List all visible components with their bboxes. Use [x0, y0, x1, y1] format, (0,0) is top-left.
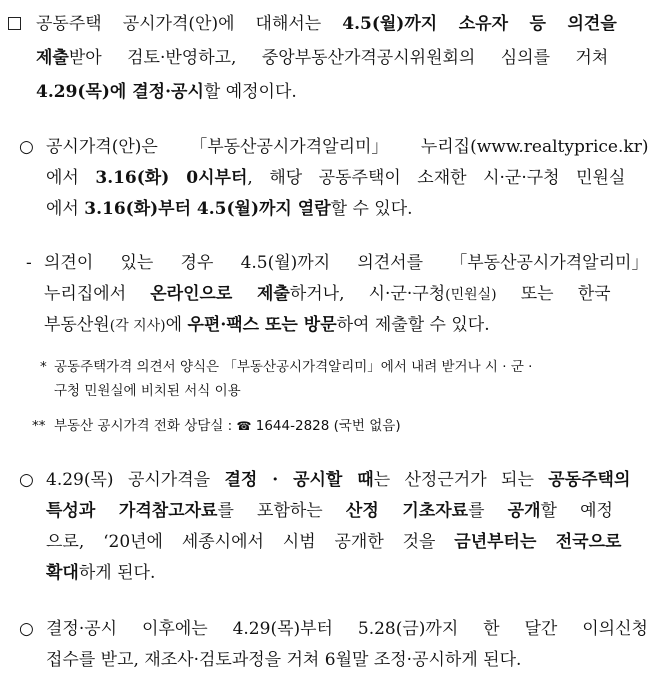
p3-line1: 의견이 있는 경우 4.5(월)까지 의견서를 「부동산공시가격알리미」	[44, 253, 649, 273]
text-span: 할 예정	[540, 501, 613, 521]
text-span: 를	[468, 501, 508, 521]
p3-line3	[44, 313, 490, 337]
bold-span: 온라인으로 제출	[150, 284, 290, 304]
p2-line1: 공시가격(안)은 「부동산공시가격알리미」 누리집(www.realtyprice.kr)	[46, 137, 649, 157]
text-span: 에서	[46, 168, 96, 188]
phone-icon: ☎	[236, 419, 252, 433]
text-span: 부동산원	[44, 315, 110, 335]
note1-marker: *	[40, 359, 47, 375]
p4-line2	[46, 499, 648, 523]
text-span: , 해당 공동주택이 소재한 시·군·구청 민원실	[247, 168, 626, 188]
bold-span: 3.16(화) 0시부터	[95, 168, 248, 188]
text-span: 할 수 있다.	[330, 199, 413, 219]
p1-line1	[36, 12, 648, 36]
p5-line2: 접수를 받고, 재조사·검토과정을 거쳐 6월말 조정·공시하게 된다.	[46, 650, 522, 670]
p2-line2	[46, 166, 648, 190]
text-span: 부동산 공시가격 전화 상담실 :	[54, 418, 237, 434]
bold-span: 공개	[507, 501, 541, 521]
text-span: 하게 된다.	[78, 563, 156, 583]
bold-span: 4.5(월)까지 소유자 등 의견을	[342, 14, 617, 34]
p1-line2	[36, 46, 648, 70]
text-span: 하여 제출할 수 있다.	[336, 315, 490, 335]
text-span: 할 예정이다.	[203, 82, 297, 102]
circle-bullet: ○	[19, 470, 34, 490]
bold-span: 결정 · 공시할 때	[224, 470, 374, 490]
text-span: 으로, ‘20년에 세종시에서 시범 공개한 것을	[46, 532, 455, 552]
text-span: 누리집에서	[44, 284, 151, 304]
text-span: 는 산정근거가 되는	[373, 470, 549, 490]
text-span: 하거나, 시·군·구청	[289, 284, 446, 304]
text-span: 4.29(목) 공시가격을	[46, 470, 225, 490]
bold-span: 금년부터는 전국으로	[454, 532, 622, 552]
note1-line2: 구청 민원실에 비치된 서식 이용	[54, 383, 241, 399]
circle-bullet: ○	[19, 137, 34, 157]
text-span: 에서	[46, 199, 85, 219]
bold-span: 공동주택의	[548, 470, 631, 490]
bold-span: 4.29(목)에 결정·공시	[36, 82, 204, 102]
bold-span: 제출	[36, 48, 69, 68]
bold-span: 우편·팩스 또는 방문	[187, 315, 337, 335]
p1-line3	[36, 80, 297, 104]
p2-line3	[46, 197, 413, 221]
checkbox-square-icon	[8, 17, 21, 30]
p4-line4	[46, 561, 155, 585]
dash-bullet: -	[26, 253, 32, 273]
bold-span: 특성과 가격참고자료	[46, 501, 218, 521]
note2-marker: **	[32, 418, 46, 434]
p4-line1	[46, 468, 648, 492]
note1-line1: 공동주택가격 의견서 양식은 「부동산공시가격알리미」에서 내려 받거나 시 · 군 ·	[54, 359, 533, 375]
circle-bullet: ○	[19, 619, 34, 639]
p5-line1: 결정·공시 이후에는 4.29(목)부터 5.28(금)까지 한 달간 이의신청	[46, 619, 648, 639]
p3-line2	[44, 282, 648, 306]
small-span: (민원실)	[445, 287, 497, 303]
text-span: 를 포함하는	[217, 501, 346, 521]
bold-span: 확대	[46, 563, 79, 583]
p4-line3	[46, 530, 648, 554]
phone-number: 1644-2828 (국번 없음)	[255, 418, 401, 434]
text-span: 공동주택 공시가격(안)에 대해서는	[36, 14, 343, 34]
bold-span: 3.16(화)부터 4.5(월)까지 열람	[84, 199, 331, 219]
text-span: 또는 한국	[496, 284, 611, 304]
text-span: 에	[165, 315, 188, 335]
bold-span: 산정 기초자료	[345, 501, 469, 521]
text-span: 받아 검토·반영하고, 중앙부동산가격공시위원회의 심의를 거쳐	[68, 48, 609, 68]
note2-line	[54, 416, 401, 436]
small-span: (각 지사)	[109, 318, 166, 334]
